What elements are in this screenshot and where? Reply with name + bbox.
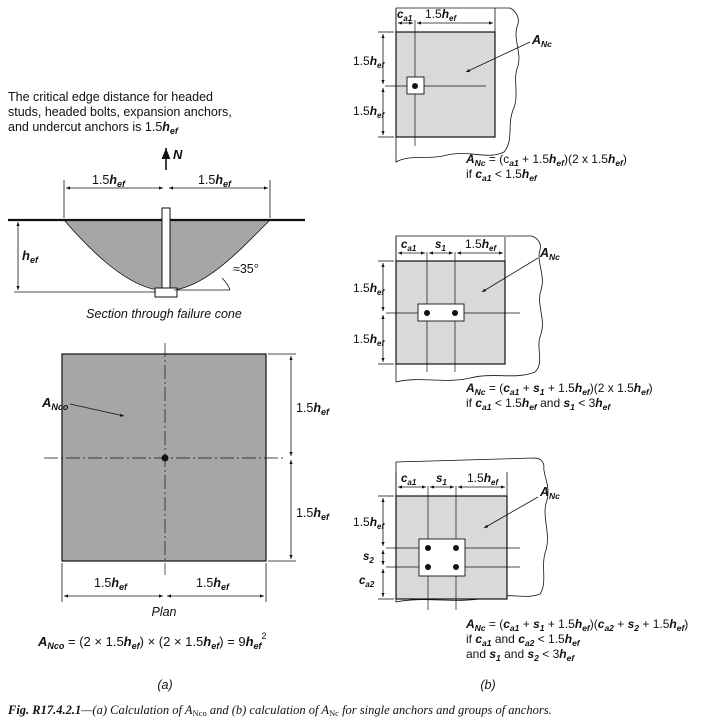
case1-ca1-label: $c_{a1}$ bbox=[397, 9, 413, 23]
case3-condition-2: and $s_1$ and $s_2 < 3h_{ef}$ bbox=[466, 647, 575, 663]
case2-condition: if $c_{a1} < 1.5h_{ef}$ and $s_1 < 3h_{ef}$ bbox=[466, 396, 611, 412]
case2-dim-left-upper: $1.5h_{ef}$ bbox=[353, 281, 385, 297]
note-line-1: The critical edge distance for headed bbox=[8, 90, 213, 104]
section-caption: Section through failure cone bbox=[86, 307, 242, 321]
case3-condition-1: if $c_{a1}$ and $c_{a2} < 1.5h_{ef}$ bbox=[466, 632, 580, 648]
load-arrow bbox=[166, 147, 183, 170]
case3-dim-left: $1.5h_{ef}$ bbox=[353, 515, 385, 531]
case3-s1-label: $s_1$ bbox=[436, 473, 447, 487]
ANco-formula: $A_{Nco} = (2 \times 1.5h_{ef}) \times (2 \times 1.5h_{ef}) = 9h_{ef}^2$ bbox=[38, 631, 267, 651]
plan-right-dimensions bbox=[268, 354, 330, 561]
case1-dim-left-upper: $1.5h_{ef}$ bbox=[353, 54, 385, 70]
case3-four-anchors bbox=[353, 458, 560, 610]
plan-anchor-dot bbox=[162, 455, 169, 462]
case2-formula: $A_{Nc} = (c_{a1} + s_1 + 1.5h_{ef})(2$ x $1.5h_{ef}$) bbox=[466, 381, 653, 397]
angle-label: ≈35° bbox=[233, 262, 259, 276]
case1-formula: $A_{Nc} = (c_{a1} + 1.5h_{ef})(2$ x $1.5h_{ef}$) bbox=[466, 152, 627, 168]
case3-formula: $A_{Nc} = (c_{a1} + s_1 + 1.5h_{ef})(c_{a2} + s_2 + 1.5h_{ef})$ bbox=[466, 617, 689, 633]
plan-bottom-dimensions bbox=[62, 563, 266, 602]
plan-dim-lower: $1.5h_{ef}$ bbox=[296, 506, 330, 522]
case1-ANc-label: $A_{Nc}$ bbox=[532, 33, 552, 49]
case2-s1-label: $s_1$ bbox=[435, 239, 446, 253]
plan-caption: Plan bbox=[151, 605, 177, 619]
case3-s2-label: $s_2$ bbox=[363, 551, 374, 565]
plan-dim-upper: $1.5h_{ef}$ bbox=[296, 401, 330, 417]
section-dim-right: $1.5h_{ef}$ bbox=[198, 173, 232, 189]
case1-condition: if $c_{a1} < 1.5h_{ef}$ bbox=[466, 167, 537, 183]
section-dim-left: $1.5h_{ef}$ bbox=[92, 173, 126, 189]
plan-area-label: $A_{Nco}$ bbox=[42, 395, 69, 412]
load-label: N bbox=[173, 147, 183, 162]
note-line-2: studs, headed bolts, expansion anchors, bbox=[8, 105, 232, 119]
case1-dim-top: $1.5h_{ef}$ bbox=[425, 7, 457, 23]
critical-edge-note bbox=[8, 90, 232, 136]
case3-ca1-label: $c_{a1}$ bbox=[401, 473, 417, 487]
panel-a-label: (a) bbox=[157, 678, 173, 692]
case2-dim-left-lower: $1.5h_{ef}$ bbox=[353, 332, 385, 348]
case1-dim-left-lower: $1.5h_{ef}$ bbox=[353, 104, 385, 120]
case2-two-anchors bbox=[353, 236, 560, 382]
case2-ca1-label: $c_{a1}$ bbox=[401, 239, 417, 253]
note-line-3: and undercut anchors is $1.5h_{ef}$ bbox=[8, 120, 178, 136]
case2-dim-top: $1.5h_{ef}$ bbox=[465, 237, 497, 253]
case3-ANc-label: $A_{Nc}$ bbox=[540, 485, 560, 501]
section-hef-label: $h_{ef}$ bbox=[22, 248, 38, 265]
case1-single-anchor bbox=[353, 7, 552, 162]
plan-dim-right: $1.5h_{ef}$ bbox=[196, 576, 230, 592]
figure-caption: Fig. R17.4.2.1—(a) Calculation of ANco and (b) calculation of ANc for single anchors and groups of anchors. bbox=[8, 703, 552, 718]
case3-ca2-label: $c_{a2}$ bbox=[359, 575, 375, 589]
panel-b-label: (b) bbox=[480, 678, 496, 692]
case3-dim-top: $1.5h_{ef}$ bbox=[467, 471, 499, 487]
case2-ANc-label: $A_{Nc}$ bbox=[540, 246, 560, 262]
plan-dim-left: $1.5h_{ef}$ bbox=[94, 576, 128, 592]
